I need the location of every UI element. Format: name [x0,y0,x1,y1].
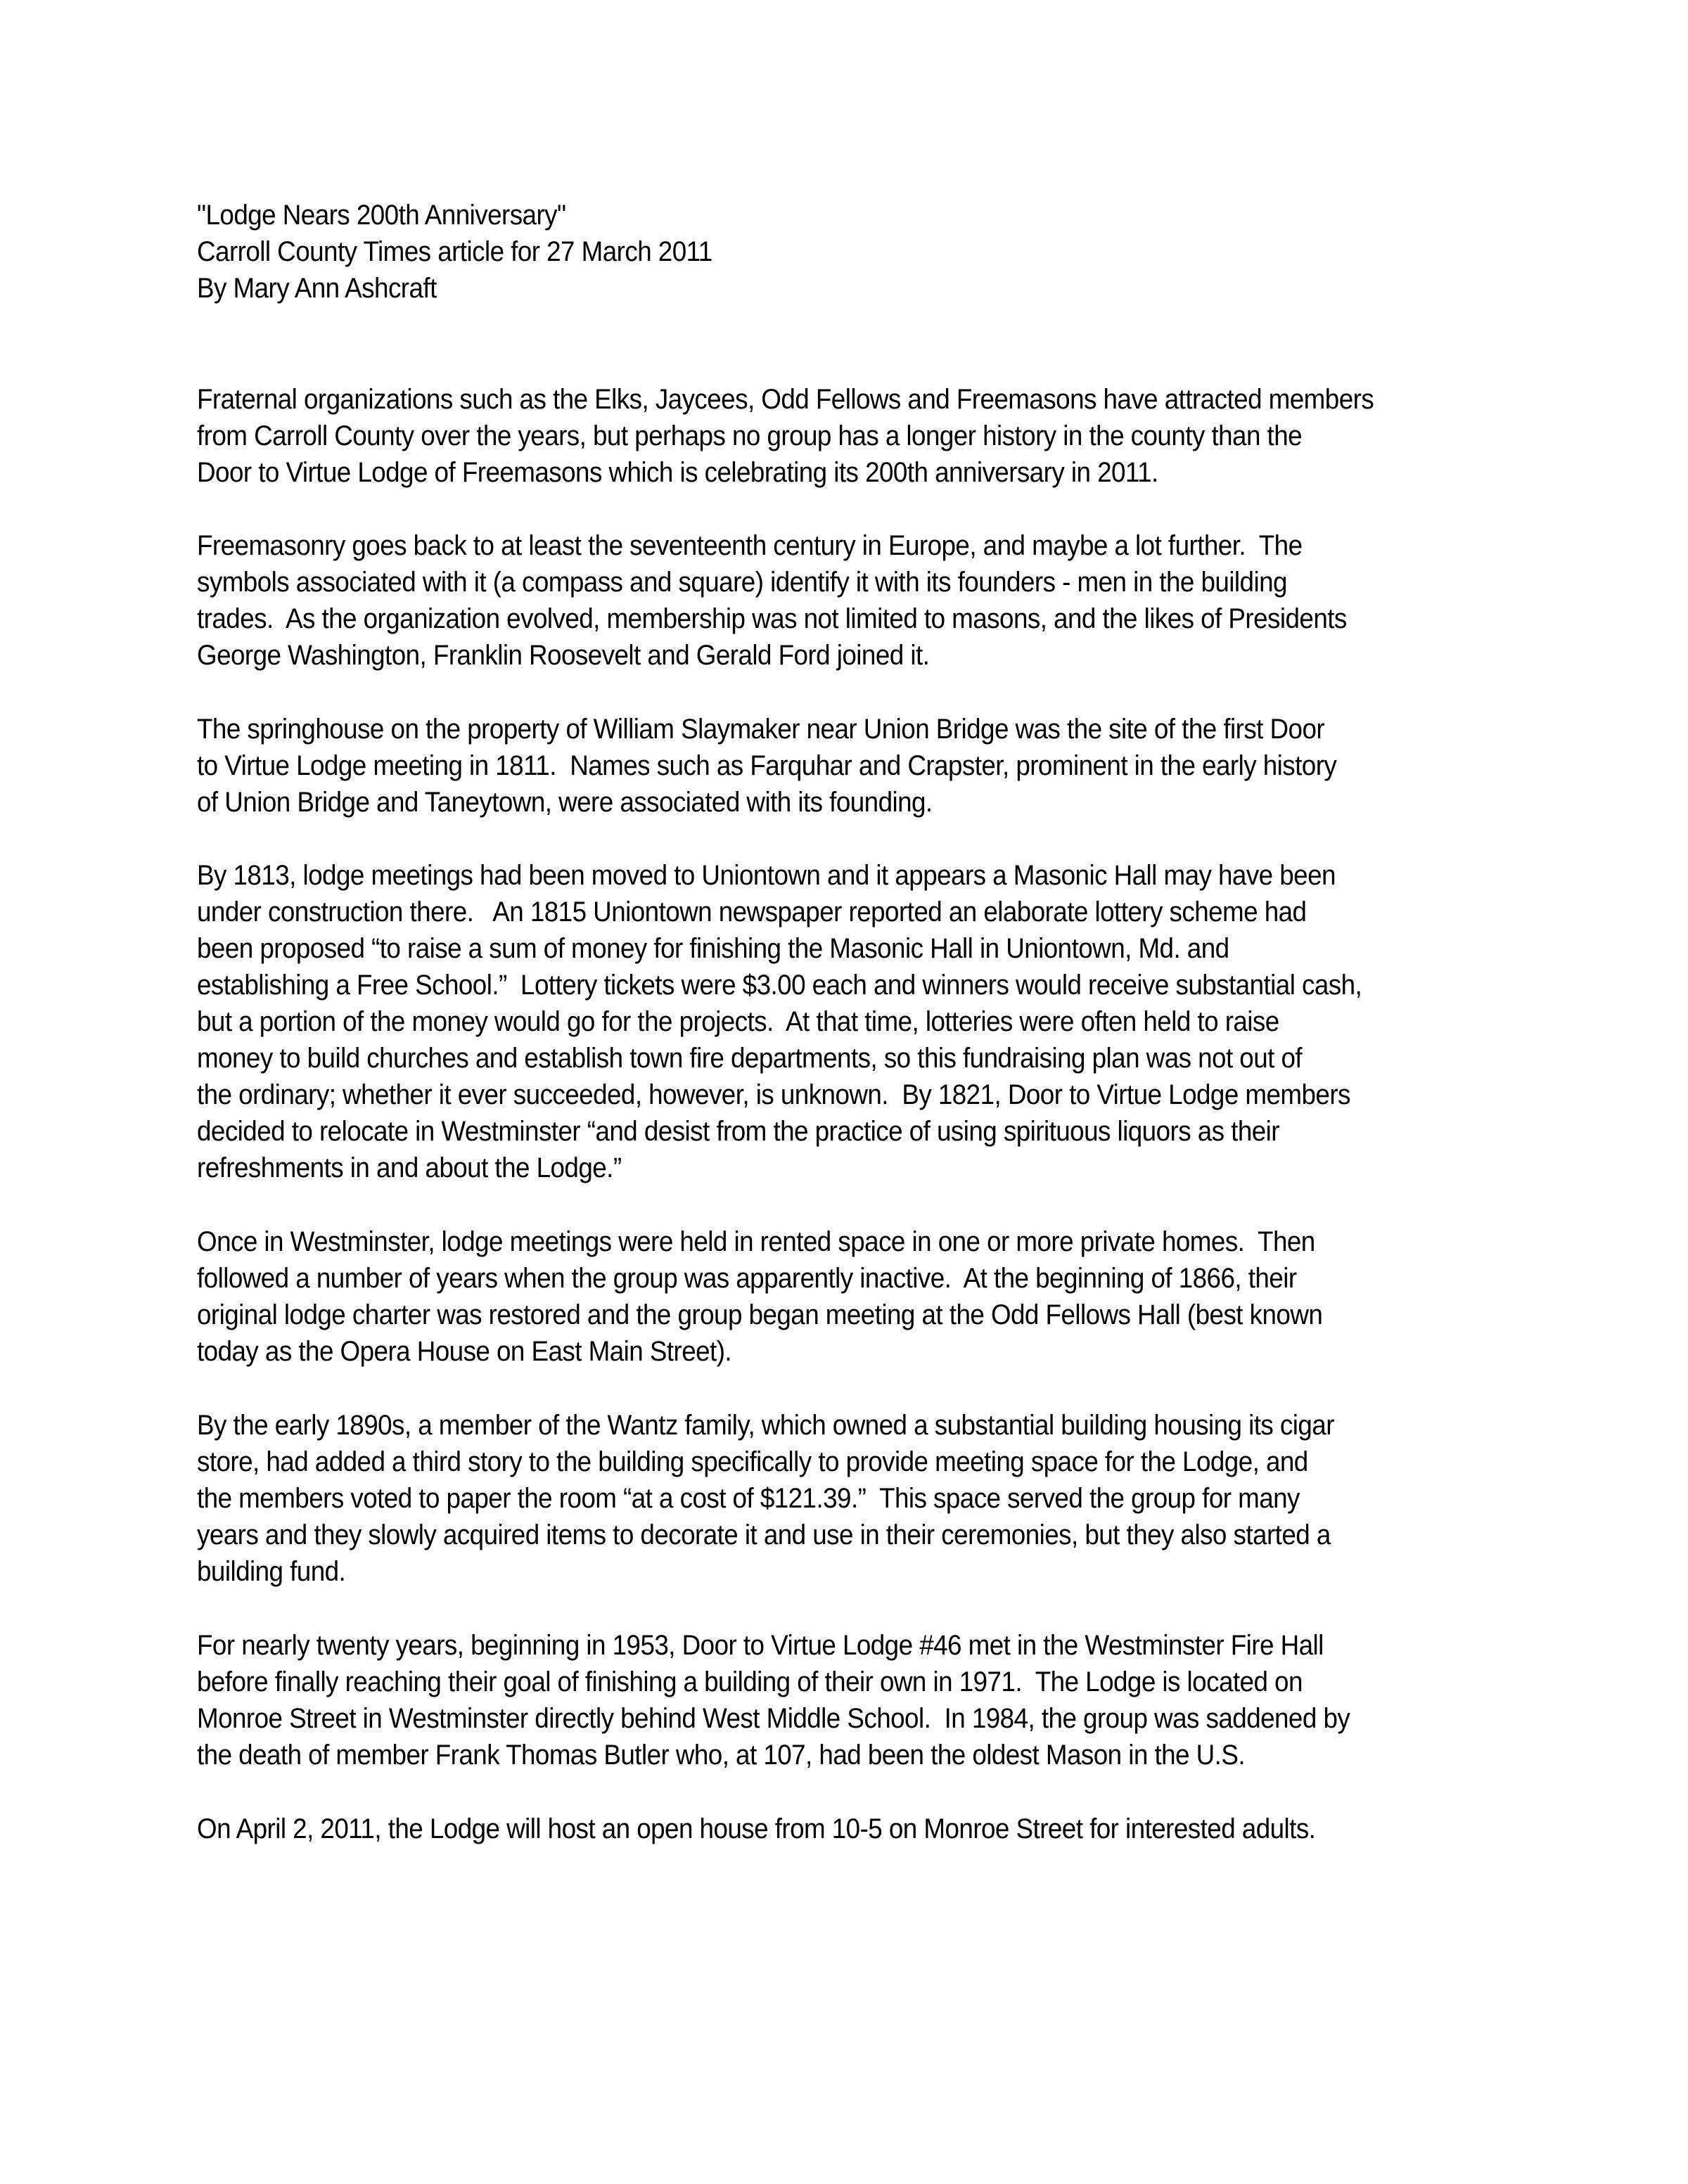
paragraph-5 [197,1223,1420,1370]
paragraph-line: By the early 1890s, a member of the Wantz family, which owned a substantial building housing its cigar [197,1410,1334,1441]
paragraph-line: By 1813, lodge meetings had been moved to Uniontown and it appears a Masonic Hall may have been [197,860,1336,891]
paragraph-line: the death of member Frank Thomas Butler who, at 107, had been the oldest Mason in the U.S. [197,1740,1245,1771]
paragraph-line: On April 2, 2011, the Lodge will host an open house from 10-5 on Monroe Street for interested adults. [197,1813,1316,1844]
paragraph-line: establishing a Free School.” Lottery tickets were $3.00 each and winners would receive substantial cash, [197,970,1362,1001]
byline: By Mary Ann Ashcraft [197,273,437,304]
paragraph-line: years and they slowly acquired items to decorate it and use in their ceremonies, but they also started a [197,1520,1331,1550]
paragraph-line: money to build churches and establish town fire departments, so this fundraising plan was not out of [197,1043,1303,1074]
paragraph-8 [197,1811,1413,1847]
paragraph-2 [197,527,1447,674]
article-title: "Lodge Nears 200th Anniversary" [197,200,566,231]
article-header [197,197,757,307]
paragraph-line: original lodge charter was restored and the group began meeting at the Odd Fellows Hall (best known [197,1299,1323,1330]
paragraph-line: Freemasonry goes back to at least the seventeenth century in Europe, and maybe a lot further. The [197,530,1303,561]
paragraph-line: to Virtue Lodge meeting in 1811. Names such as Farquhar and Crapster, prominent in the early history [197,750,1337,781]
paragraph-line: decided to relocate in Westminster “and desist from the practice of using spirituous liquors as their [197,1116,1280,1147]
paragraph-line: before finally reaching their goal of finishing a building of their own in 1971. The Lodge is located on [197,1666,1303,1697]
paragraph-line: building fund. [197,1556,346,1587]
paragraph-line: trades. As the organization evolved, membership was not limited to masons, and the likes of Presidents [197,603,1347,634]
paragraph-3 [197,711,1436,821]
paragraph-line: Door to Virtue Lodge of Freemasons which is celebrating its 200th anniversary in 2011. [197,457,1158,488]
paragraph-line: The springhouse on the property of William Slaymaker near Union Bridge was the site of the first Door [197,714,1325,745]
publication-line: Carroll County Times article for 27 March 2011 [197,236,712,267]
paragraph-1 [197,381,1476,491]
paragraph-line: symbols associated with it (a compass and square) identify it with its founders - men in the building [197,567,1287,598]
paragraph-line: store, had added a third story to the building specifically to provide meeting space for the Lodge, and [197,1446,1308,1477]
paragraph-line: For nearly twenty years, beginning in 1953, Door to Virtue Lodge #46 met in the Westminster Fire Hall [197,1630,1324,1661]
paragraph-line: Monroe Street in Westminster directly behind West Middle School. In 1984, the group was saddened by [197,1703,1350,1734]
paragraph-6 [197,1407,1433,1590]
paragraph-line: George Washington, Franklin Roosevelt and Gerald Ford joined it. [197,640,930,671]
paragraph-line: the ordinary; whether it ever succeeded, however, is unknown. By 1821, Door to Virtue Lodge members [197,1079,1350,1110]
paragraph-line: of Union Bridge and Taneytown, were associated with its founding. [197,787,933,818]
paragraph-line: Once in Westminster, lodge meetings were held in rented space in one or more private homes. Then [197,1226,1315,1257]
paragraph-line: today as the Opera House on East Main Street). [197,1336,732,1367]
paragraph-line: Fraternal organizations such as the Elks, Jaycees, Odd Fellows and Freemasons have attracted members [197,384,1374,415]
paragraph-line: under construction there. An 1815 Uniontown newspaper reported an elaborate lottery scheme had [197,897,1307,927]
paragraph-4 [197,857,1463,1186]
paragraph-line: from Carroll County over the years, but perhaps no group has a longer history in the county than the [197,420,1303,451]
paragraph-line: followed a number of years when the group was apparently inactive. At the beginning of 1866, their [197,1263,1297,1294]
paragraph-line: the members voted to paper the room “at a cost of $121.39.” This space served the group for many [197,1483,1300,1514]
paragraph-line: refreshments in and about the Lodge.” [197,1152,622,1183]
paragraph-7 [197,1627,1450,1773]
paragraph-line: been proposed “to raise a sum of money for finishing the Masonic Hall in Uniontown, Md. and [197,933,1229,964]
paragraph-line: but a portion of the money would go for the projects. At that time, lotteries were often held to raise [197,1006,1279,1037]
